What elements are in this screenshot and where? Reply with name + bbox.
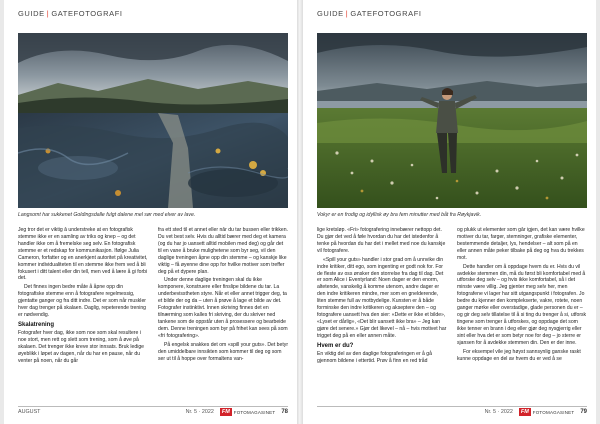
paragraph: På engelsk snakkes det om «spill your guts». Det betyr den umiddelbare innsikten som kommer til deg og som ser ut til å hoppe over formaltens van-	[158, 341, 288, 362]
article-columns	[18, 227, 288, 405]
page-number: 79	[580, 409, 587, 415]
photo-caption: Langsomt har sukkenet Goldingsdalle fulgt dalene mel sør med elver av lave.	[18, 212, 196, 218]
paragraph: For eksempel vile jeg høyst sannsynlig ganske raskt kunne oppdage en del av hvem du er ved å se	[457, 348, 581, 362]
brand-mark: FM	[221, 409, 230, 415]
lava-landscape-photo	[18, 33, 288, 208]
paragraph: og plukk ut elementer som går igjen, det kan være hvilke motiver du tar, farger, stemninger, grafiske elementer, bestemmende detaljer, lys, hendelser – alt som på en eller annen måte peker tilbake på deg og hva du trekkes mot.	[457, 227, 585, 261]
section-header	[18, 9, 123, 18]
paragraph: fra ett sted til et annet eller når du tar bussen eller trikken. Du vet best selv. Hvis du alltid bærer med deg et kamera (og du har jo uansett alltid mobilen med deg) og går det til en vane å bruke mulighetene som byr seg, vil den daglige treningen åpne opp din stemme – og kanskje like viktig – få øyenne dine opp for hvilke motiver som treffer deg på et dypere plan.	[158, 227, 288, 275]
section-separator: |	[345, 9, 349, 18]
brand-word: FOTOMAGASINET	[233, 409, 276, 415]
section-topic: GATEFOTOGRAFI	[350, 9, 422, 18]
lava-landscape-image	[18, 33, 288, 208]
page-number: 78	[281, 409, 288, 415]
paragraph: En viktig del av den daglige fotograferingen er å gå gjennom bildene i ettertid. Prøv å finn en red tråd	[317, 350, 432, 364]
paragraph: «Spill your guts» handler i stor grad om å unnvike din indre kritiker, ditt ego, som ingenting er godt nok for. For de fleste av oss ønsker den storrelse fra dag til dag. Det er som Alice i Eventyrland: Noen dager er den enorm, altetende, vanskelig å komme utenom, andre dager er den indre kritikeren mindre, mer som en gnelderende, liten stemme full av motbydelige. Kunsten er å både forminske den indre kritikeren og akseptere den – og fotografere uansett hva den sier: «Dette er ikke et bilde», «Lyset er dårlig», «Det blir uansett ikke bra» – Jeg kan gjøre det senere.» Gjør det likevel – nå – hvis motivet har trigget deg på en eller annen måte.	[317, 256, 447, 339]
footer-issue: Nr. 5 · 2022	[484, 409, 513, 415]
subheading: Hvem er du?	[317, 342, 354, 349]
left-page	[4, 0, 297, 424]
brand-mark: FM	[520, 409, 529, 415]
article-column-1	[317, 227, 447, 405]
footer-issue: Nr. 5 · 2022	[185, 409, 214, 415]
paragraph: Under denne daglige treningen skal du ikke komponere, konstruere eller finslipe bildene du tar. La underbevisstheten styre. Når et eller annet trigger deg, ta et bilde der og da – uten å prøve å lage et bilde av det. Fotografer instinktivt. Innen skriving finnes det en tilnærming som kalles fri skriving, der du skriver ned tankene som de oppstår uten å prosessere og bearbeide dem. Denne treningen som byr på frihet kan sees på som «fri fotografering».	[158, 277, 288, 339]
page-footer	[18, 406, 288, 417]
fotomagasinet-logo-icon	[220, 408, 275, 416]
section-label: GUIDE	[317, 9, 344, 18]
section-separator: |	[46, 9, 50, 18]
page-footer	[317, 406, 587, 417]
footer-month: AUGUST	[18, 409, 41, 415]
article-column-2	[457, 227, 587, 405]
right-page	[303, 0, 596, 424]
paragraph: lige kretsløp. «Fri» fotografering innebærer nettopp det. Du gjør det ved å føle hvordan du har det istedenfor å tenke på hvordan du har det i mellet med noe du kanskje vil fotografere.	[317, 227, 446, 254]
fotomagasinet-logo-icon	[519, 408, 574, 416]
island-woman-image	[317, 33, 587, 208]
photo-caption: Vokyr er en frodig og idyllisk øy bra fem minutter med båt fra Røykjavik.	[317, 212, 482, 218]
paragraph: Dette handler om å oppdage hvem du er. Hvis du vil avdekke stemmen din, må du først bli komfortabel med å utforske deg selv – og hvis ikke komfortabel, så i det minste være villig. Jeg gjenter meg selv her, men fotografene vi lager har sitt utgangspunkt i fotografen. Jo bedre du kjenner den komplekserte, vakre, rotete, noen ganger mørke eller overstadige, glade personen du er – og gir deg selv tillatelse til å si ting du trenger å si, utforsk tingene som trenger å utforskes, og oppdage det som ikke tenner en brann i deg eller gjør deg nysgjerrig eller sint eller hva det er som betyr noe for deg – jo sterre er sjansen for å avdekke stemmen din. Den er der inne.	[457, 263, 587, 346]
section-label: GUIDE	[18, 9, 45, 18]
subheading: Skalatrening	[18, 321, 55, 328]
paragraph: Jeg tror det er viktig å understreke at en fotografisk stemme ikke er en samling av triks og knep – og det handler ikke om å fremelske seg selv. En fotografisk stemme er et redskap for kommunikasjon. Ifølge Julia Cameron, forfatter og en anerkjent autoritet på kreativitet, kommer individualiteten til en stemme ikke frem ved å bli fokusert i ditt talent eller din tell, men ved å lære å gi forbi det.	[18, 227, 148, 282]
brand-word: FOTOMAGASINET	[532, 409, 575, 415]
island-woman-photo	[317, 33, 587, 208]
footer-right-group	[186, 408, 288, 416]
article-column-1	[18, 227, 148, 405]
paragraph: Fotografer hver dag, ikke som noe som skal resultere i noe stort, men rett og slett som trening, som å øve på skalaen. Det trenger ikke krevе stor innsats. Bruk ledige øyeblikk i løpet av dagen, når du har en pause, når du venter på noen, når du går	[18, 330, 144, 364]
article-column-2	[158, 227, 288, 405]
section-header	[317, 9, 422, 18]
article-columns	[317, 227, 587, 405]
footer-right-group	[485, 408, 587, 416]
paragraph: Det finnes ingen bedre måte å åpne opp din fotografiske stemme enn å fotografere regelmessig, gjentatte ganger og fra ditt indre. Det er som når muskler hver dag trenger på skalaen. Daglig, repeterende trening er nødvendig.	[18, 284, 146, 319]
section-topic: GATEFOTOGRAFI	[51, 9, 123, 18]
